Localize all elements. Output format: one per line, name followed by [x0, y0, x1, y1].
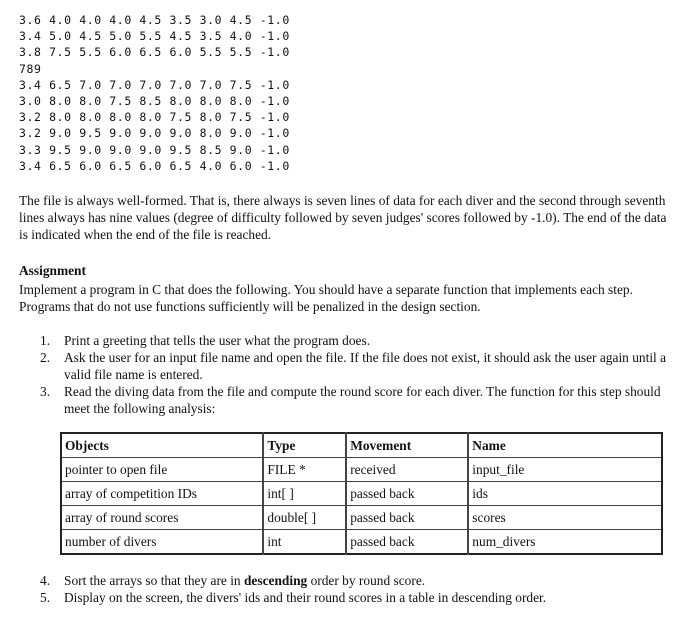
list-item [40, 349, 670, 383]
step-text-part: Sort the arrays so that they are in [64, 573, 244, 588]
list-item [40, 332, 670, 349]
table-cell: array of round scores [61, 506, 263, 530]
code-line: 789 [19, 61, 42, 76]
list-item [40, 383, 670, 417]
table-cell: ids [468, 482, 662, 506]
table-cell: passed back [346, 530, 468, 555]
data-file-sample [19, 12, 290, 174]
steps-list-continued [40, 572, 670, 606]
step-number: 5. [40, 590, 51, 605]
emphasis-text: descending [243, 573, 308, 588]
step-number: 4. [40, 573, 51, 588]
step-number: 2. [40, 350, 51, 365]
step-number: 1. [40, 333, 51, 348]
step-text-part: order by round score. [307, 573, 426, 588]
table-cell: pointer to open file [61, 458, 263, 482]
code-line: 3.0 8.0 8.0 7.5 8.5 8.0 8.0 8.0 -1.0 [19, 93, 290, 108]
code-line: 3.2 8.0 8.0 8.0 8.0 7.5 8.0 7.5 -1.0 [19, 110, 290, 125]
code-line: 3.4 6.5 7.0 7.0 7.0 7.0 7.0 7.5 -1.0 [19, 77, 290, 92]
steps-list [40, 332, 670, 417]
table-cell: int [263, 530, 346, 555]
code-line: 3.4 6.5 6.0 6.5 6.0 6.5 4.0 6.0 -1.0 [19, 158, 290, 173]
column-header-objects: Objects [61, 433, 263, 458]
file-format-paragraph: The file is always well-formed. That is, there always is seven lines of data for each diver and the second through seventh lines always has nine values (degree of difficulty followed by seven judges' scores followed by -1.0). The end of the data is indicated when the end of the file is reached. [19, 193, 667, 242]
table-cell: FILE * [263, 458, 346, 482]
column-header-name: Name [468, 433, 662, 458]
table-cell: array of competition IDs [61, 482, 263, 506]
assignment-heading: Assignment [19, 263, 86, 278]
table-cell: scores [468, 506, 662, 530]
column-header-type: Type [263, 433, 346, 458]
table-cell: passed back [346, 482, 468, 506]
table-cell: input_file [468, 458, 662, 482]
step-text: Display on the screen, the divers' ids and their round scores in a table in descending order. [64, 590, 547, 605]
code-line: 3.6 4.0 4.0 4.0 4.5 3.5 3.0 4.5 -1.0 [19, 13, 290, 27]
list-item [40, 572, 670, 589]
code-line: 3.4 5.0 4.5 5.0 5.5 4.5 3.5 4.0 -1.0 [19, 29, 290, 44]
table-header-row [61, 433, 662, 458]
table-row [61, 458, 662, 482]
step-text: Ask the user for an input file name and open the file. If the file does not exist, it should ask the user again until a valid file name is entered. [64, 350, 667, 382]
table-cell: int[ ] [263, 482, 346, 506]
analysis-table [60, 432, 663, 555]
table-cell: received [346, 458, 468, 482]
assignment-intro: Implement a program in C that does the following. You should have a separate function that implements each step. Programs that do not use functions sufficiently will be penalized in the design section. [19, 282, 633, 314]
table-cell: num_divers [468, 530, 662, 555]
code-line: 3.3 9.5 9.0 9.0 9.0 9.5 8.5 9.0 -1.0 [19, 142, 290, 157]
table-row [61, 482, 662, 506]
step-number: 3. [40, 384, 51, 399]
table-row [61, 506, 662, 530]
table-cell: double[ ] [263, 506, 346, 530]
list-item [40, 589, 670, 606]
step-text: Read the diving data from the file and compute the round score for each diver. The function for this step should meet the following analysis: [64, 384, 661, 416]
code-line: 3.2 9.0 9.5 9.0 9.0 9.0 8.0 9.0 -1.0 [19, 126, 290, 141]
table-cell: passed back [346, 506, 468, 530]
table-row [61, 530, 662, 555]
step-text: Print a greeting that tells the user what the program does. [64, 333, 371, 348]
column-header-movement: Movement [346, 433, 468, 458]
table-cell: number of divers [61, 530, 263, 555]
code-line: 3.8 7.5 5.5 6.0 6.5 6.0 5.5 5.5 -1.0 [19, 45, 290, 60]
